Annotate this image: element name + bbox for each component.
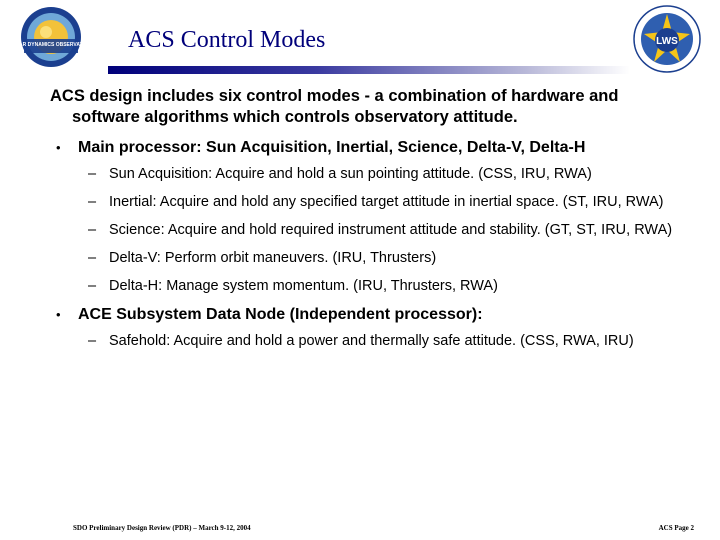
bullet-glyph: • — [56, 140, 61, 155]
list-item — [50, 332, 690, 350]
sdo-logo-text: SOLAR DYNAMICS OBSERVATORY — [8, 42, 94, 48]
footer-review-label: SDO Preliminary Design Review (PDR) – March 9-12, 2004 — [73, 524, 251, 532]
list-item-text: Safehold: Acquire and hold a power and thermally safe attitude. (CSS, RWA, IRU) — [109, 333, 634, 349]
list-item-text: Delta-H: Manage system momentum. (IRU, Thrusters, RWA) — [109, 278, 498, 294]
dash-glyph: – — [88, 166, 97, 182]
section-heading-text: ACE Subsystem Data Node (Independent processor): — [78, 306, 483, 323]
sdo-logo — [8, 6, 94, 68]
lws-logo-text: LWS — [656, 36, 678, 47]
dash-glyph: – — [88, 333, 97, 349]
list-item-text: Delta-V: Perform orbit maneuvers. (IRU, Thrusters) — [109, 250, 437, 266]
lws-logo-icon — [632, 4, 702, 74]
dash-glyph: – — [88, 194, 97, 210]
dash-glyph: – — [88, 222, 97, 238]
list-item — [50, 249, 690, 267]
list-item-text: Inertial: Acquire and hold any specified target attitude in inertial space. (ST, IRU, RWA) — [109, 194, 664, 210]
section-heading-main-processor — [50, 138, 690, 158]
list-item-text: Sun Acquisition: Acquire and hold a sun pointing attitude. (CSS, IRU, RWA) — [109, 166, 592, 182]
footer-page-label: ACS Page 2 — [658, 524, 694, 532]
section-heading-ace-subsystem — [50, 305, 690, 325]
slide-body — [50, 86, 690, 360]
sdo-logo-icon — [8, 6, 94, 68]
dash-glyph: – — [88, 278, 97, 294]
list-item — [50, 277, 690, 295]
list-item — [50, 221, 690, 239]
bullet-glyph: • — [56, 307, 61, 322]
list-item — [50, 165, 690, 183]
page-title: ACS Control Modes — [128, 27, 326, 53]
list-item — [50, 193, 690, 211]
title-underline — [108, 66, 630, 74]
lws-logo — [632, 4, 702, 74]
list-item-text: Science: Acquire and hold required instrument attitude and stability. (GT, ST, IRU, RWA) — [109, 222, 673, 238]
section-heading-text: Main processor: Sun Acquisition, Inertial, Science, Delta-V, Delta-H — [78, 139, 586, 156]
intro-text: ACS design includes six control modes - a combination of hardware and software algorithms which controls observatory attitude. — [50, 87, 619, 126]
dash-glyph: – — [88, 250, 97, 266]
